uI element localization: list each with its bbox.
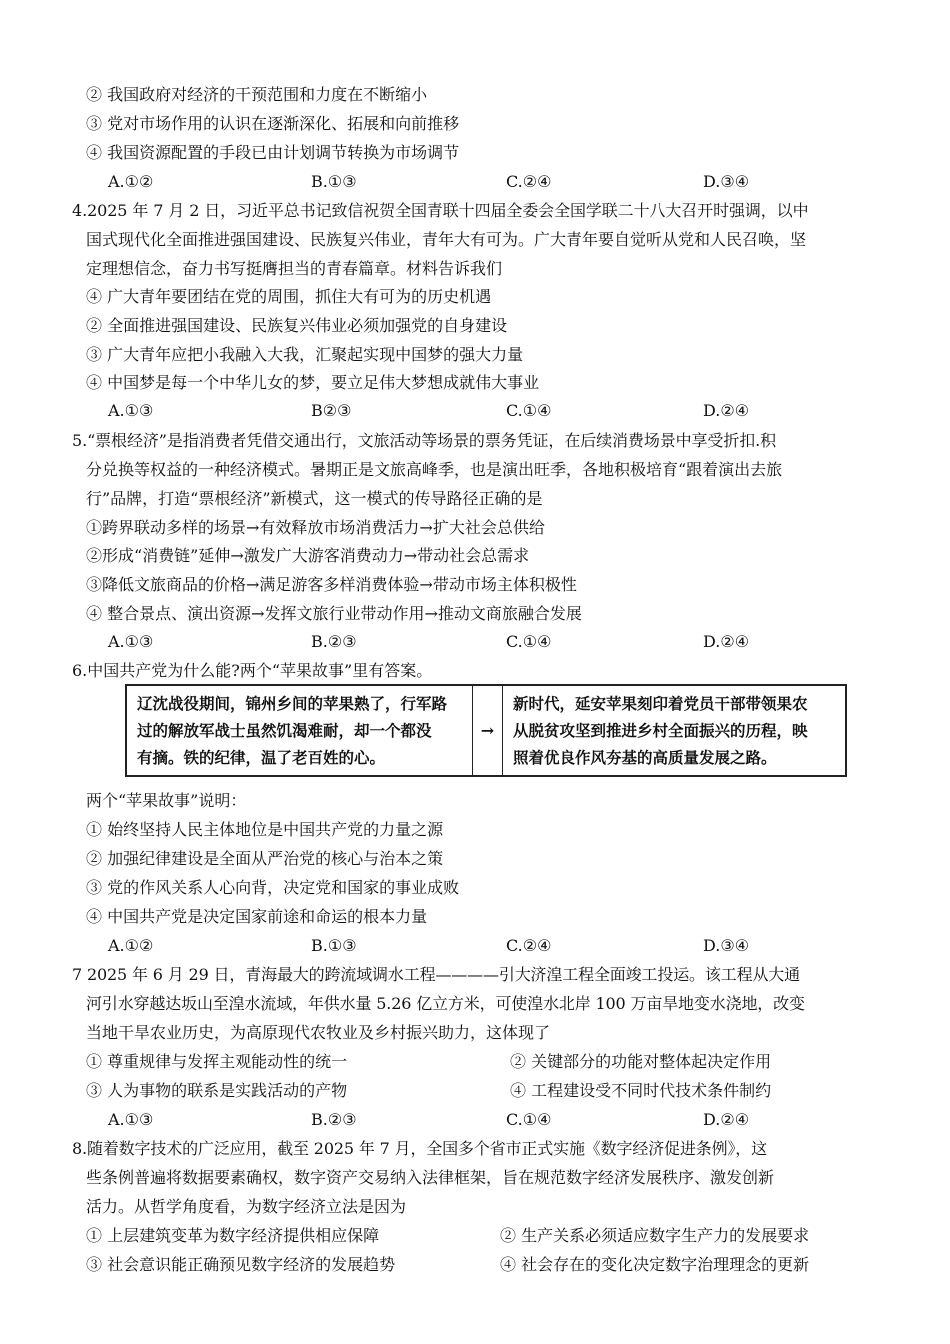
q4-choice-c[interactable]: C.①④ <box>506 401 552 420</box>
q8-stem-line-2: 些条例普遍将数据要素确权，数字资产交易纳入法律框架，旨在规范数字经济发展秩序、激发创新 <box>86 1168 775 1187</box>
apple-story-left-line: 有摘。铁的纪律，温了老百姓的心。 <box>137 748 386 767</box>
q8-stem-line-3: 活力。从哲学角度看，为数字经济立法是因为 <box>86 1197 407 1216</box>
q8-item-3: ③ 社会意识能正确预见数字经济的发展趋势 <box>86 1255 396 1274</box>
q4-choice-d[interactable]: D.②④ <box>703 401 750 420</box>
q6-choice-c[interactable]: C.②④ <box>506 936 552 955</box>
arrow-right-icon: → <box>473 686 503 775</box>
q6-item-1: ① 始终坚持人民主体地位是中国共产党的力量之源 <box>86 820 444 839</box>
q7-choice-b[interactable]: B.②③ <box>311 1110 357 1129</box>
q5-choice-d[interactable]: D.②④ <box>703 632 750 651</box>
q3-item-2: ② 我国政府对经济的干预范围和力度在不断缩小 <box>86 85 428 104</box>
q6-choice-b[interactable]: B.①③ <box>311 936 357 955</box>
q7-item-4: ④ 工程建设受不同时代技术条件制约 <box>510 1081 772 1100</box>
q7-choice-c[interactable]: C.①④ <box>506 1110 552 1129</box>
q6-stem: 6.中国共产党为什么能?两个“苹果故事”里有答案。 <box>72 661 433 680</box>
q5-choice-a[interactable]: A.①③ <box>108 632 154 651</box>
q7-item-1: ① 尊重规律与发挥主观能动性的统一 <box>86 1052 348 1071</box>
q3-choice-c[interactable]: C.②④ <box>506 172 552 191</box>
q5-item-2: ②形成“消费链”延伸→激发广大游客消费动力→带动社会总需求 <box>86 546 530 565</box>
q8-item-1: ① 上层建筑变革为数字经济提供相应保障 <box>86 1226 380 1245</box>
apple-story-left-line: 过的解放军战士虽然饥渴难耐，却一个都没 <box>137 721 432 740</box>
q7-stem-line-3: 当地干旱农业历史，为高原现代农牧业及乡村振兴助力，这体现了 <box>86 1023 551 1042</box>
q3-choice-a[interactable]: A.①② <box>108 172 154 191</box>
q5-item-1: ①跨界联动多样的场景→有效释放市场消费活力→扩大社会总供给 <box>86 518 545 537</box>
q5-choice-b[interactable]: B.②③ <box>311 632 357 651</box>
q6-lead: 两个“苹果故事”说明： <box>86 791 247 810</box>
q6-item-3: ③ 党的作风关系人心向背，决定党和国家的事业成败 <box>86 878 460 897</box>
q6-choice-d[interactable]: D.③④ <box>703 936 750 955</box>
q4-item-3: ③ 广大青年应把小我融入大我，汇聚起实现中国梦的强大力量 <box>86 345 524 364</box>
q4-stem-line-1: 4.2025 年 7 月 2 日，习近平总书记致信祝贺全国青联十四届全委会全国学联二十八大召开时强调，以中 <box>72 201 809 220</box>
apple-story-right <box>503 686 845 775</box>
q7-stem-line-1: 7 2025 年 6 月 29 日，青海最大的跨流域调水工程————引大济湟工程全面竣工投运。该工程从大通 <box>72 965 801 984</box>
q5-stem-line-1: 5.“票根经济”是指消费者凭借交通出行，文旅活动等场景的票务凭证，在后续消费场景中享受折扣.积 <box>72 431 777 450</box>
q7-choice-a[interactable]: A.①③ <box>108 1110 154 1129</box>
q7-item-3: ③ 人为事物的联系是实践活动的产物 <box>86 1081 348 1100</box>
q5-choice-c[interactable]: C.①④ <box>506 632 552 651</box>
q5-stem-line-2: 分兑换等权益的一种经济模式。暑期正是文旅高峰季，也是演出旺季，各地积极培育“跟着演出去旅 <box>86 460 783 479</box>
q8-item-2: ② 生产关系必须适应数字生产力的发展要求 <box>500 1226 810 1245</box>
q6-item-4: ④ 中国共产党是决定国家前途和命运的根本力量 <box>86 907 428 926</box>
q4-item-4: ④ 中国梦是每一个中华儿女的梦，要立足伟大梦想成就伟大事业 <box>86 373 540 392</box>
q8-stem-line-1: 8.随着数字技术的广泛应用，截至 2025 年 7 月，全国多个省市正式实施《数字经济促进条例》，这 <box>72 1139 768 1158</box>
q7-stem-line-2: 河引水穿越达坂山至湟水流域，年供水量 5.26 亿立方米，可使湟水北岸 100 万亩旱地变水浇地，改变 <box>86 994 805 1013</box>
apple-story-left-line: 辽沈战役期间，锦州乡间的苹果熟了，行军路 <box>137 694 448 713</box>
q3-choice-d[interactable]: D.③④ <box>703 172 750 191</box>
q3-item-3: ③ 党对市场作用的认识在逐渐深化、拓展和向前推移 <box>86 114 460 133</box>
apple-story-left <box>127 686 473 775</box>
q4-item-2: ② 全面推进强国建设、民族复兴伟业必须加强党的自身建设 <box>86 316 508 335</box>
q8-item-4: ④ 社会存在的变化决定数字治理理念的更新 <box>500 1255 810 1274</box>
q6-choice-a[interactable]: A.①② <box>108 936 154 955</box>
q5-item-3: ③降低文旅商品的价格→满足游客多样消费体验→带动市场主体积极性 <box>86 575 577 594</box>
q4-choice-b[interactable]: B②③ <box>311 401 352 420</box>
q3-choice-b[interactable]: B.①③ <box>311 172 357 191</box>
q5-stem-line-3: 行”品牌，打造“票根经济”新模式，这一模式的传导路径正确的是 <box>86 489 543 508</box>
q6-item-2: ② 加强纪律建设是全面从严治党的核心与治本之策 <box>86 849 444 868</box>
q4-choice-a[interactable]: A.①③ <box>108 401 154 420</box>
apple-story-right-line: 从脱贫攻坚到推进乡村全面振兴的历程，映 <box>513 721 808 740</box>
q5-item-4: ④ 整合景点、演出资源→发挥文旅行业带动作用→推动文商旅融合发展 <box>86 604 582 623</box>
apple-story-right-line: 新时代，延安苹果刻印着党员干部带领果农 <box>513 694 808 713</box>
q4-stem-line-2: 国式现代化全面推进强国建设、民族复兴伟业，青年大有可为。广大青年要自觉听从党和人民召唤，坚 <box>86 230 807 249</box>
q7-choice-d[interactable]: D.②④ <box>703 1110 750 1129</box>
apple-story-right-line: 照着优良作风夯基的高质量发展之路。 <box>513 748 777 767</box>
q3-item-4: ④ 我国资源配置的手段已由计划调节转换为市场调节 <box>86 143 460 162</box>
q4-stem-line-3: 定理想信念，奋力书写挺膺担当的青春篇章。材料告诉我们 <box>86 259 503 278</box>
q7-item-2: ② 关键部分的功能对整体起决定作用 <box>510 1052 772 1071</box>
q4-item-1: ④ 广大青年要团结在党的周围，抓住大有可为的历史机遇 <box>86 287 492 306</box>
apple-story-box <box>125 684 847 777</box>
